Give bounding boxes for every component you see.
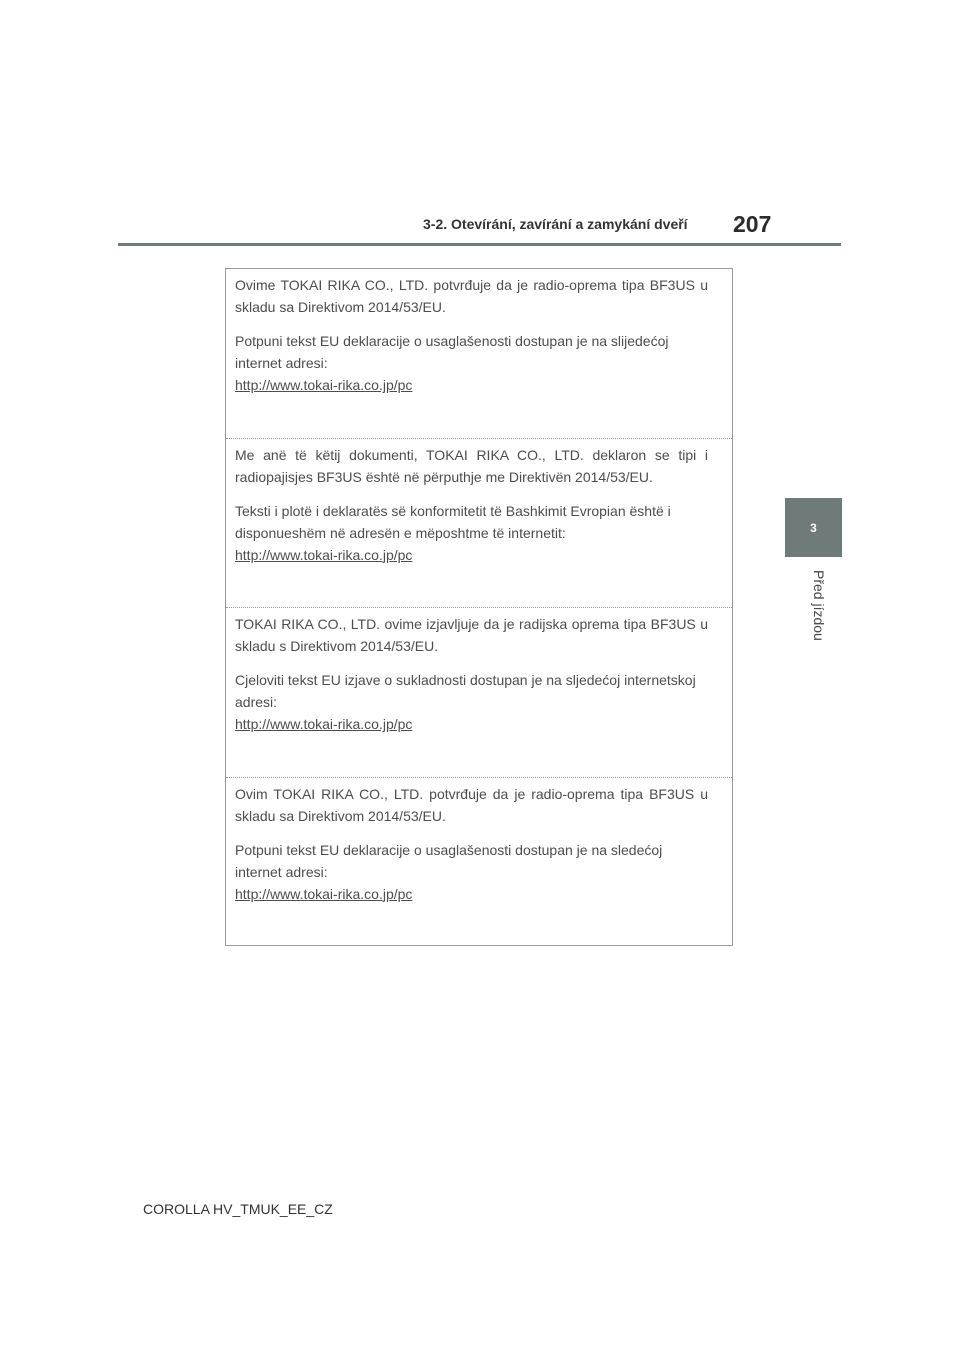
declaration-bosnian bbox=[226, 269, 732, 439]
declaration-serbian bbox=[226, 778, 732, 948]
chapter-number: 3 bbox=[810, 520, 817, 535]
chapter-label: Před jízdou bbox=[811, 570, 827, 641]
header-divider bbox=[118, 243, 841, 246]
declaration-availability: Cjeloviti tekst EU izjave o sukladnosti dostupan je na sljedećoj internetskoj adresi: bbox=[235, 672, 696, 710]
declaration-url-link[interactable]: http://www.tokai-rika.co.jp/pc bbox=[235, 546, 413, 563]
page-number: 207 bbox=[733, 211, 772, 237]
declaration-albanian bbox=[226, 439, 732, 609]
declaration-statement: Ovim TOKAI RIKA CO., LTD. potvrđuje da je radio-oprema tipa BF3US u skladu sa Direktivom 2014/53/EU. bbox=[235, 785, 708, 824]
declaration-availability: Potpuni tekst EU deklaracije o usaglašenosti dostupan je na sledećoj internet adresi: bbox=[235, 841, 663, 880]
declaration-statement: Me anë të këtij dokumenti, TOKAI RIKA CO., LTD. deklaron se tipi i radiopajisjes BF3US është në përputhje me Direktivën 2014/53/EU. bbox=[235, 446, 708, 485]
declaration-statement: Ovime TOKAI RIKA CO., LTD. potvrđuje da je radio-oprema tipa BF3US u skladu sa Direktivom 2014/53/EU. bbox=[235, 277, 708, 315]
chapter-tab bbox=[785, 498, 842, 557]
declaration-statement: TOKAI RIKA CO., LTD. ovime izjavljuje da je radijska oprema tipa BF3US u skladu s Direktivom 2014/53/EU. bbox=[235, 616, 708, 654]
declaration-url-link[interactable]: http://www.tokai-rika.co.jp/pc bbox=[235, 716, 413, 732]
declaration-url-link[interactable]: http://www.tokai-rika.co.jp/pc bbox=[235, 377, 413, 393]
model-code: COROLLA HV_TMUK_EE_CZ bbox=[143, 1201, 333, 1217]
declaration-url-link[interactable]: http://www.tokai-rika.co.jp/pc bbox=[235, 885, 413, 902]
declaration-box bbox=[225, 268, 733, 946]
section-title: 3-2. Otevírání, zavírání a zamykání dveří bbox=[423, 216, 688, 232]
declaration-availability: Potpuni tekst EU deklaracije o usaglašenosti dostupan je na slijedećoj internet adresi: bbox=[235, 333, 669, 371]
declaration-croatian bbox=[226, 608, 732, 778]
declaration-availability: Teksti i plotë i deklaratës së konformitetit të Bashkimit Evropian është i disponueshëm në adresën e mëposhtme të internetit: bbox=[235, 502, 671, 541]
